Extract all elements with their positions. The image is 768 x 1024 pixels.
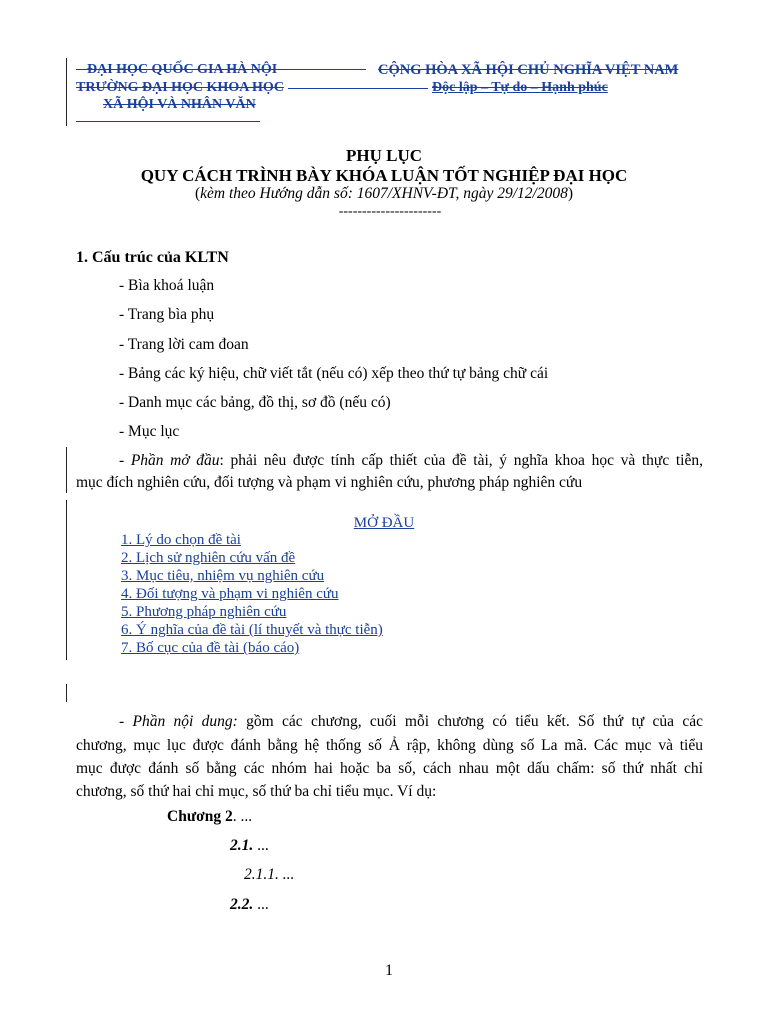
header-motto: Độc lập – Tự do – Hạnh phúc [432,80,608,95]
intro-label: Phần mở đầu [130,452,220,469]
header-faculty-line2: XÃ HỘI VÀ NHÂN VĂN [103,97,256,112]
toc-item[interactable]: 7. Bố cục của đề tài (báo cáo) [121,640,300,656]
example-chapter: Chương 2. ... [167,808,253,825]
header-university: ĐẠI HỌC QUỐC GIA HÀ NỘI [87,62,278,77]
toc-item[interactable]: 2. Lịch sử nghiên cứu vấn đề [121,550,296,566]
content-label: Phần nội dung: [132,713,238,730]
margin-bar-small [66,684,67,702]
toc-heading: MỞ ĐẦU [353,515,415,531]
header-country: CỘNG HÒA XÃ HỘI CHỦ NGHĨA VIỆT NAM [378,62,679,78]
intro-paragraph-line2: mục đích nghiên cứu, đối tượng và phạm vi nghiên cứu, phương pháp nghiên cứu [76,474,583,491]
toc-item[interactable]: 4. Đối tượng và phạm vi nghiên cứu [121,586,339,602]
header-left-top-rule [76,69,366,70]
margin-bar-intro [66,447,67,493]
header-faculty-line1: TRƯỜNG ĐẠI HỌC KHOA HỌC [76,80,284,95]
list-item: - Trang lời cam đoan [119,336,249,353]
document-reference: (kèm theo Hướng dẫn số: 1607/XHNV-ĐT, ngày 29/12/2008) [194,185,574,202]
title-divider: ---------------------- [338,204,442,219]
toc-item[interactable]: 1. Lý do chọn đề tài [121,532,241,548]
list-item: - Danh mục các bảng, đồ thị, sơ đồ (nếu có) [119,394,391,411]
list-item: - Mục lục [119,423,180,440]
header-right-rule [288,88,428,89]
list-item: - Bảng các ký hiệu, chữ viết tắt (nếu có) xếp theo thứ tự bảng chữ cái [119,365,549,382]
margin-bar-header [66,58,67,126]
toc-item[interactable]: 5. Phương pháp nghiên cứu [121,604,287,620]
example-subsection: 2.1.1. ... [244,866,295,883]
toc-item[interactable]: 3. Mục tiêu, nhiệm vụ nghiên cứu [121,568,325,584]
list-item: - Trang bìa phụ [119,306,215,323]
intro-paragraph-line1: - Phần mở đầu: phải nêu được tính cấp thiết của đề tài, ý nghĩa khoa học và thực tiễn, [119,452,703,469]
reference-text: kèm theo Hướng dẫn số: 1607/XHNV-ĐT, ngày 29/12/2008 [200,185,568,202]
example-section: 2.1. ... [230,837,269,854]
document-title: QUY CÁCH TRÌNH BÀY KHÓA LUẬN TỐT NGHIỆP ĐẠI HỌC [140,166,628,185]
content-paragraph-line2: chương, mục lục được đánh bằng hệ thống số Ả rập, không dùng số La mã. Các mục và tiểu [76,737,703,754]
content-paragraph-line3: mục được đánh số bằng các nhóm hai hoặc ba số, cách nhau một dấu chấm: số thứ nhất chỉ [76,760,703,777]
content-paragraph-line4: chương, số thứ hai chỉ mục, số thứ ba chỉ tiểu mục. Ví dụ: [76,783,437,800]
section-heading: 1. Cấu trúc của KLTN [76,249,229,266]
header-left-underline [76,121,260,122]
appendix-title: PHỤ LỤC [345,146,423,165]
page-number: 1 [385,962,393,979]
toc-item[interactable]: 6. Ý nghĩa của đề tài (lí thuyết và thực tiễn) [121,622,383,638]
list-item: - Bìa khoá luận [119,277,215,294]
content-paragraph-line1: - Phần nội dung: gồm các chương, cuối mỗi chương có tiểu kết. Số thứ tự của các [119,713,703,730]
example-section: 2.2. ... [230,896,269,913]
